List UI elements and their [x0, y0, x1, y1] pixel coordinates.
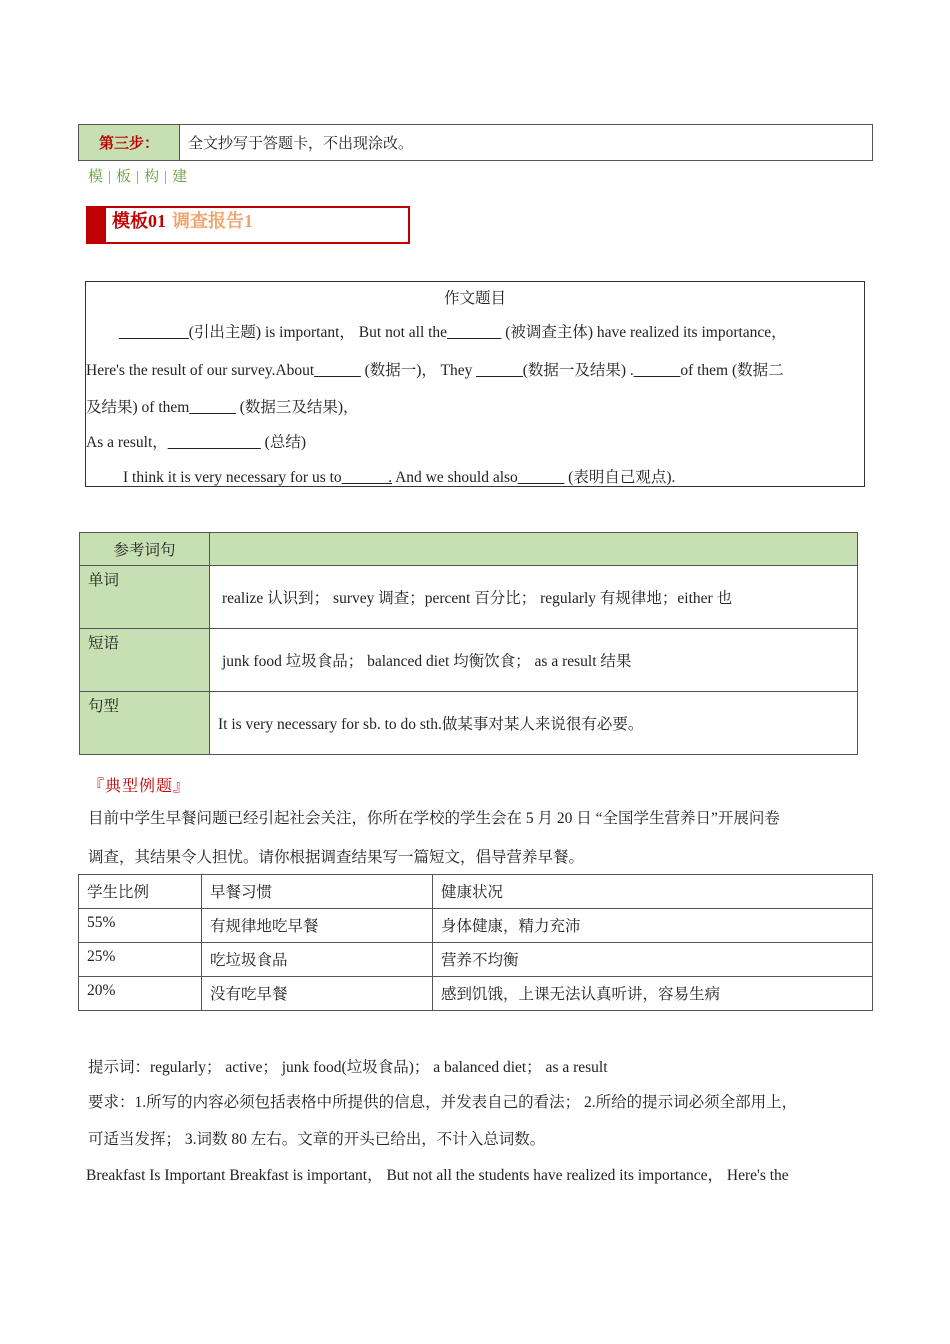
line-text: (总结) — [260, 434, 306, 451]
reference-header-blank — [210, 533, 858, 566]
nav-char: 构 — [144, 169, 161, 185]
table-cell: 55% — [79, 909, 202, 943]
table-cell: 营养不均衡 — [433, 943, 873, 977]
composition-box — [85, 281, 865, 487]
blank: _________ — [119, 324, 189, 341]
nav-char: 模 — [88, 169, 105, 185]
reference-content: junk food 垃圾食品； balanced diet 均衡饮食； as a result 结果 — [210, 629, 858, 692]
blank: ______ — [633, 362, 681, 379]
section-nav: 模 | 板 | 构 | 建 — [88, 169, 189, 185]
essay-start: Breakfast Is Important Breakfast is important， But not all the students have realized its importance， Here's the — [86, 1167, 789, 1184]
line-text: (引出主题) is important， But not all the — [188, 324, 448, 341]
composition-line-3 — [86, 395, 359, 417]
table-cell: 有规律地吃早餐 — [202, 909, 433, 943]
table-row — [79, 977, 873, 1011]
line-text: of them (数据二 — [680, 362, 784, 379]
table-cell: 25% — [79, 943, 202, 977]
line-text: (被调查主体) have realized its importance， — [501, 324, 787, 341]
example-prompt: 调查，其结果令人担忧。请你根据调查结果写一篇短文，倡导营养早餐。 — [88, 849, 585, 866]
table-header: 健康状况 — [433, 875, 873, 909]
blank: ______. — [341, 469, 393, 486]
table-header: 学生比例 — [79, 875, 202, 909]
line-text: (数据一)， They — [360, 362, 477, 379]
table-row — [79, 875, 873, 909]
composition-line-2 — [86, 358, 784, 380]
table-row — [80, 629, 858, 692]
table-cell: 感到饥饿，上课无法认真听讲，容易生病 — [433, 977, 873, 1011]
table-row — [80, 533, 858, 566]
line-text: Here's the result of our survey.About — [86, 362, 315, 379]
step-row — [78, 124, 873, 161]
blank: ______ — [189, 399, 236, 416]
table-header: 早餐习惯 — [202, 875, 433, 909]
reference-header: 参考词句 — [80, 533, 210, 566]
step-label: 第三步： — [79, 125, 180, 160]
blank: ______ — [517, 469, 565, 486]
hint-words: 提示词：regularly； active； junk food(垃圾食品)； a balanced diet； as a result — [88, 1059, 608, 1076]
reference-content: It is very necessary for sb. to do sth.做某事对某人来说很有必要。 — [210, 692, 858, 755]
nav-char: 板 — [116, 169, 133, 185]
table-row — [80, 692, 858, 755]
nav-char: 建 — [172, 169, 189, 185]
reference-label: 句型 — [80, 692, 210, 755]
step-text: 全文抄写于答题卡，不出现涂改。 — [188, 136, 414, 152]
template-title-bar — [86, 206, 106, 244]
table-cell: 身体健康，精力充沛 — [433, 909, 873, 943]
line-text: And we should also — [392, 469, 518, 486]
requirements: 可适当发挥； 3.词数 80 左右。文章的开头已给出，不计入总词数。 — [88, 1131, 546, 1148]
blank: ______ — [314, 362, 361, 379]
example-title: 『典型例题』 — [88, 778, 191, 795]
template-title-main: 模板01 — [112, 211, 166, 231]
reference-label: 短语 — [80, 629, 210, 692]
template-title — [112, 207, 253, 233]
reference-content: realize 认识到； survey 调查；percent 百分比； regularly 有规律地；either 也 — [210, 566, 858, 629]
blank: ______ — [476, 362, 523, 379]
line-text: (表明自己观点). — [564, 469, 676, 486]
line-text: I think it is very necessary for us to — [123, 469, 342, 486]
table-cell: 吃垃圾食品 — [202, 943, 433, 977]
line-text: (数据一及结果) . — [522, 362, 634, 379]
composition-heading: 作文题目 — [443, 290, 506, 307]
blank: _______ — [447, 324, 502, 341]
line-text: As a result， — [86, 434, 168, 451]
table-cell: 没有吃早餐 — [202, 977, 433, 1011]
line-text: 及结果) of them — [86, 399, 190, 416]
survey-table — [78, 874, 873, 1011]
line-text: (数据三及结果)， — [235, 399, 359, 416]
composition-line-4 — [86, 430, 306, 452]
reference-table — [79, 532, 858, 755]
requirements: 要求：1.所写的内容必须包括表格中所提供的信息，并发表自己的看法； 2.所给的提示词必须全部用上， — [88, 1094, 798, 1111]
reference-label: 单词 — [80, 566, 210, 629]
template-title-sub: 调查报告1 — [172, 211, 253, 231]
composition-line-5 — [123, 465, 675, 487]
example-prompt: 目前中学生早餐问题已经引起社会关注，你所在学校的学生会在 5 月 20 日 “全国学生营养日”开展问卷 — [88, 810, 780, 827]
table-cell: 20% — [79, 977, 202, 1011]
composition-line-1 — [119, 320, 787, 342]
table-row — [80, 566, 858, 629]
table-row — [79, 909, 873, 943]
blank: ____________ — [167, 434, 261, 451]
table-row — [79, 943, 873, 977]
